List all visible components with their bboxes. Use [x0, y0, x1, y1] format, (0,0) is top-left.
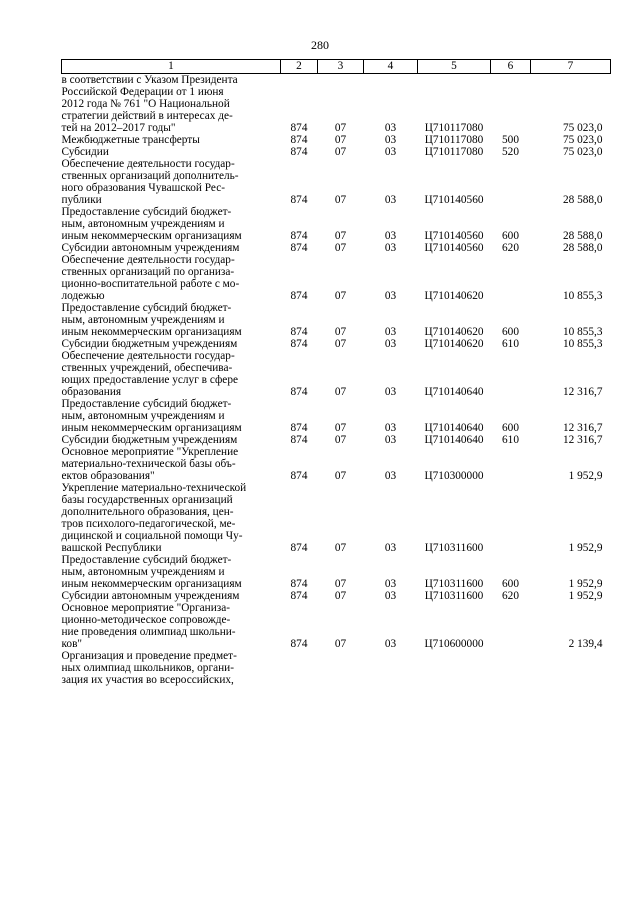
- item-name-line: Организация и проведение предмет-: [61, 650, 237, 662]
- item-name-cell: [62, 206, 281, 242]
- item-name-cell: [62, 398, 281, 434]
- amount-cell: 75 023,0: [562, 146, 603, 158]
- table-row: [62, 74, 611, 135]
- amount-cell: 1 952,9: [568, 470, 603, 482]
- target-article-cell: Ц710311600: [424, 542, 484, 554]
- header-row: [62, 60, 611, 74]
- ministry-code-cell: 874: [290, 386, 308, 398]
- expense-type-cell: 620: [502, 590, 519, 602]
- ministry-code-cell: 874: [290, 590, 308, 602]
- subsection-cell: 03: [384, 470, 397, 482]
- header-col-4: 4: [364, 60, 418, 74]
- item-name-line: ственных организаций по организа-: [61, 266, 235, 278]
- expense-type-cell: [491, 650, 531, 686]
- expense-type-cell: [491, 158, 531, 206]
- item-name-line: 2012 года № 761 "О Национальной: [61, 98, 230, 110]
- ministry-code-cell: 874: [290, 122, 308, 134]
- subsection-cell: 03: [384, 326, 397, 338]
- item-name-line: ющих предоставление услуг в сфере: [61, 374, 238, 386]
- ministry-code-cell: 874: [290, 242, 308, 254]
- ministry-code-cell: 874: [290, 638, 308, 650]
- header-col-5: 5: [418, 60, 491, 74]
- amount-cell: [531, 650, 611, 686]
- item-name-line: стратегии действий в интересах де-: [61, 110, 233, 122]
- ministry-code-cell: 874: [290, 338, 308, 350]
- amount-cell: 28 588,0: [562, 242, 603, 254]
- expense-type-cell: [491, 74, 531, 135]
- target-article-cell: Ц710117080: [424, 122, 484, 134]
- item-name-line: ние проведения олимпиад школьни-: [61, 626, 236, 638]
- item-name-line: ственных организаций дополнитель-: [61, 170, 239, 182]
- section-cell: 07: [334, 338, 347, 350]
- subsection-cell: 03: [384, 338, 397, 350]
- item-name-line: Субсидии автономным учреждениям: [61, 242, 240, 254]
- table-row: [62, 134, 611, 146]
- amount-cell: 12 316,7: [562, 434, 603, 446]
- section-cell: 07: [334, 134, 347, 146]
- item-name-cell: [62, 434, 281, 446]
- section-cell: 07: [334, 326, 347, 338]
- target-article-cell: Ц710300000: [424, 470, 484, 482]
- item-name-line: ектов образования": [61, 470, 155, 482]
- subsection-cell: 03: [384, 590, 397, 602]
- item-name-cell: [62, 590, 281, 602]
- table-row: [62, 446, 611, 482]
- item-name-line: лодежью: [61, 290, 105, 302]
- item-name-line: ционно-воспитательной работе с мо-: [61, 278, 240, 290]
- expense-type-cell: 600: [502, 578, 519, 590]
- subsection-cell: 03: [384, 146, 397, 158]
- item-name-line: Предоставление субсидий бюджет-: [61, 554, 232, 566]
- item-name-line: Обеспечение деятельности государ-: [61, 350, 235, 362]
- table-body: [62, 74, 611, 687]
- expense-type-cell: [491, 254, 531, 302]
- target-article-cell: Ц710117080: [424, 146, 484, 158]
- section-cell: 07: [334, 290, 347, 302]
- subsection-cell: 03: [384, 230, 397, 242]
- section-cell: 07: [334, 434, 347, 446]
- subsection-cell: 03: [384, 542, 397, 554]
- item-name-cell: [62, 338, 281, 350]
- amount-cell: 1 952,9: [568, 590, 603, 602]
- ministry-code-cell: 874: [290, 230, 308, 242]
- table-row: [62, 650, 611, 686]
- item-name-line: Предоставление субсидий бюджет-: [61, 206, 232, 218]
- item-name-line: Предоставление субсидий бюджет-: [61, 302, 232, 314]
- item-name-cell: [62, 146, 281, 158]
- target-article-cell: Ц710140620: [424, 326, 484, 338]
- amount-cell: 12 316,7: [562, 386, 603, 398]
- amount-cell: 28 588,0: [562, 230, 603, 242]
- item-name-cell: [62, 158, 281, 206]
- section-cell: 07: [334, 194, 347, 206]
- table-row: [62, 254, 611, 302]
- expense-type-cell: 600: [502, 326, 519, 338]
- expense-type-cell: [491, 446, 531, 482]
- section-cell: 07: [334, 386, 347, 398]
- table-row: [62, 158, 611, 206]
- item-name-line: иным некоммерческим организациям: [61, 326, 242, 338]
- section-cell: 07: [334, 146, 347, 158]
- item-name-cell: [62, 302, 281, 338]
- subsection-cell: 03: [384, 386, 397, 398]
- ministry-code-cell: 874: [290, 578, 308, 590]
- table-row: [62, 338, 611, 350]
- ministry-code-cell: 874: [290, 434, 308, 446]
- target-article-cell: Ц710140560: [424, 230, 484, 242]
- subsection-cell: 03: [384, 194, 397, 206]
- ministry-code-cell: [281, 650, 318, 686]
- table-header: [62, 60, 611, 74]
- target-article-cell: Ц710140560: [424, 242, 484, 254]
- item-name-cell: [62, 350, 281, 398]
- table-row: [62, 350, 611, 398]
- item-name-line: ным, автономным учреждениям и: [61, 218, 225, 230]
- target-article-cell: Ц710311600: [424, 590, 484, 602]
- subsection-cell: 03: [384, 134, 397, 146]
- header-col-6: 6: [491, 60, 531, 74]
- item-name-cell: [62, 482, 281, 554]
- expense-type-cell: [491, 482, 531, 554]
- table-row: [62, 590, 611, 602]
- item-name-cell: [62, 242, 281, 254]
- subsection-cell: 03: [384, 422, 397, 434]
- header-col-3: 3: [318, 60, 364, 74]
- item-name-line: иным некоммерческим организациям: [61, 422, 242, 434]
- subsection-cell: 03: [384, 638, 397, 650]
- table-row: [62, 482, 611, 554]
- budget-table: [61, 59, 611, 686]
- item-name-line: тей на 2012–2017 годы": [61, 122, 176, 134]
- table-row: [62, 554, 611, 590]
- item-name-line: Основное мероприятие "Укрепление: [61, 446, 239, 458]
- item-name-line: материально-технической базы объ-: [61, 458, 236, 470]
- ministry-code-cell: 874: [290, 470, 308, 482]
- table-row: [62, 206, 611, 242]
- table-row: [62, 242, 611, 254]
- expense-type-cell: [491, 350, 531, 398]
- header-col-1: 1: [62, 60, 281, 74]
- item-name-line: Обеспечение деятельности государ-: [61, 158, 235, 170]
- item-name-line: иным некоммерческим организациям: [61, 230, 242, 242]
- header-col-7: 7: [531, 60, 611, 74]
- item-name-line: базы государственных организаций: [61, 494, 233, 506]
- item-name-line: Межбюджетные трансферты: [61, 134, 200, 146]
- ministry-code-cell: 874: [290, 146, 308, 158]
- table-row: [62, 398, 611, 434]
- target-article-cell: Ц710117080: [424, 134, 484, 146]
- item-name-cell: [62, 254, 281, 302]
- item-name-line: тров психолого-педагогической, ме-: [61, 518, 236, 530]
- item-name-line: ным, автономным учреждениям и: [61, 314, 225, 326]
- item-name-line: дицинской и социальной помощи Чу-: [61, 530, 243, 542]
- item-name-line: образования: [61, 386, 122, 398]
- item-name-line: Укрепление материально-технической: [61, 482, 247, 494]
- header-col-2: 2: [281, 60, 318, 74]
- item-name-line: ков": [61, 638, 83, 650]
- expense-type-cell: 610: [502, 338, 519, 350]
- table-row: [62, 302, 611, 338]
- item-name-line: Российской Федерации от 1 июня: [61, 86, 224, 98]
- target-article-cell: Ц710140620: [424, 338, 484, 350]
- section-cell: [318, 650, 364, 686]
- item-name-line: ным, автономным учреждениям и: [61, 410, 225, 422]
- subsection-cell: 03: [384, 122, 397, 134]
- section-cell: 07: [334, 230, 347, 242]
- section-cell: 07: [334, 242, 347, 254]
- expense-type-cell: 500: [502, 134, 519, 146]
- section-cell: 07: [334, 590, 347, 602]
- item-name-cell: [62, 554, 281, 590]
- item-name-line: вашской Республики: [61, 542, 162, 554]
- target-article-cell: [418, 650, 491, 686]
- section-cell: 07: [334, 470, 347, 482]
- target-article-cell: Ц710140640: [424, 434, 484, 446]
- item-name-line: зация их участия во всероссийских,: [61, 674, 234, 686]
- item-name-line: Основное мероприятие "Организа-: [61, 602, 230, 614]
- subsection-cell: 03: [384, 434, 397, 446]
- item-name-cell: [62, 74, 281, 135]
- item-name-line: ного образования Чувашской Рес-: [61, 182, 225, 194]
- item-name-cell: [62, 446, 281, 482]
- ministry-code-cell: 874: [290, 290, 308, 302]
- amount-cell: 10 855,3: [562, 326, 603, 338]
- target-article-cell: Ц710140560: [424, 194, 484, 206]
- amount-cell: 75 023,0: [562, 122, 603, 134]
- item-name-line: ным, автономным учреждениям и: [61, 566, 225, 578]
- item-name-line: Субсидии: [61, 146, 109, 158]
- subsection-cell: 03: [384, 578, 397, 590]
- item-name-cell: [62, 602, 281, 650]
- target-article-cell: Ц710140640: [424, 422, 484, 434]
- item-name-line: ных олимпиад школьников, органи-: [61, 662, 234, 674]
- amount-cell: 2 139,4: [568, 638, 603, 650]
- ministry-code-cell: 874: [290, 326, 308, 338]
- subsection-cell: 03: [384, 242, 397, 254]
- amount-cell: 28 588,0: [562, 194, 603, 206]
- amount-cell: 10 855,3: [562, 290, 603, 302]
- amount-cell: 75 023,0: [562, 134, 603, 146]
- section-cell: 07: [334, 122, 347, 134]
- subsection-cell: 03: [384, 290, 397, 302]
- amount-cell: 1 952,9: [568, 578, 603, 590]
- item-name-line: ционно-методическое сопровожде-: [61, 614, 231, 626]
- section-cell: 07: [334, 578, 347, 590]
- expense-type-cell: 600: [502, 422, 519, 434]
- expense-type-cell: 600: [502, 230, 519, 242]
- ministry-code-cell: 874: [290, 542, 308, 554]
- section-cell: 07: [334, 542, 347, 554]
- table-row: [62, 602, 611, 650]
- item-name-line: публики: [61, 194, 102, 206]
- subsection-cell: [364, 650, 418, 686]
- expense-type-cell: 520: [502, 146, 519, 158]
- target-article-cell: Ц710600000: [424, 638, 484, 650]
- item-name-line: Предоставление субсидий бюджет-: [61, 398, 232, 410]
- target-article-cell: Ц710140640: [424, 386, 484, 398]
- item-name-cell: [62, 134, 281, 146]
- expense-type-cell: 620: [502, 242, 519, 254]
- amount-cell: 12 316,7: [562, 422, 603, 434]
- item-name-line: иным некоммерческим организациям: [61, 578, 242, 590]
- target-article-cell: Ц710140620: [424, 290, 484, 302]
- expense-type-cell: 610: [502, 434, 519, 446]
- target-article-cell: Ц710311600: [424, 578, 484, 590]
- section-cell: 07: [334, 638, 347, 650]
- ministry-code-cell: 874: [290, 422, 308, 434]
- item-name-line: Субсидии бюджетным учреждениям: [61, 434, 238, 446]
- ministry-code-cell: 874: [290, 134, 308, 146]
- section-cell: 07: [334, 422, 347, 434]
- item-name-line: дополнительного образования, цен-: [61, 506, 234, 518]
- amount-cell: 10 855,3: [562, 338, 603, 350]
- ministry-code-cell: 874: [290, 194, 308, 206]
- item-name-line: ственных учреждений, обеспечива-: [61, 362, 233, 374]
- item-name-cell: [62, 650, 281, 686]
- item-name-line: в соответствии с Указом Президента: [61, 74, 238, 86]
- item-name-line: Субсидии автономным учреждениям: [61, 590, 240, 602]
- page-number: 280: [311, 38, 329, 52]
- table-row: [62, 146, 611, 158]
- table-row: [62, 434, 611, 446]
- item-name-line: Обеспечение деятельности государ-: [61, 254, 235, 266]
- expense-type-cell: [491, 602, 531, 650]
- item-name-line: Субсидии бюджетным учреждениям: [61, 338, 238, 350]
- amount-cell: 1 952,9: [568, 542, 603, 554]
